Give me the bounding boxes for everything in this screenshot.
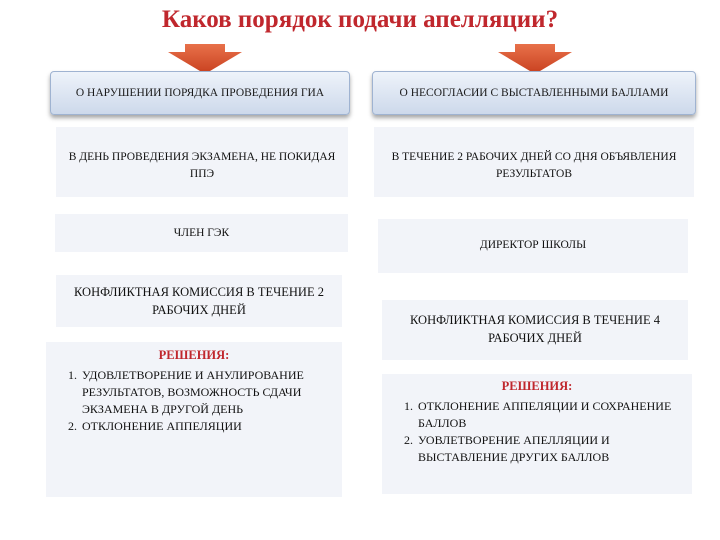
left-to-whom-box: ЧЛЕН ГЭК — [55, 214, 348, 252]
page-title: Каков порядок подачи апелляции? — [161, 6, 559, 33]
right-header: О НЕСОГЛАСИИ С ВЫСТАВЛЕННЫМИ БАЛЛАМИ — [372, 71, 696, 115]
left-header: О НАРУШЕНИИ ПОРЯДКА ПРОВЕДЕНИЯ ГИА — [50, 71, 350, 115]
right-decisions-list — [390, 398, 684, 466]
list-item: 2. УОВЛЕТВОРЕНИЕ АПЕЛЛЯЦИИ И ВЫСТАВЛЕНИЕ ДРУГИХ БАЛЛОВ — [416, 432, 684, 466]
right-decisions-title: РЕШЕНИЯ: — [501, 379, 573, 393]
down-arrow-icon — [168, 44, 242, 74]
left-decisions-title: РЕШЕНИЯ: — [158, 348, 230, 362]
list-item: 2. ОТКЛОНЕНИЕ АППЕЛЯЦИИ — [80, 418, 334, 435]
list-item: 1. ОТКЛОНЕНИЕ АППЕЛЯЦИИ И СОХРАНЕНИЕ БАЛЛОВ — [416, 398, 684, 432]
left-commission-box: КОНФЛИКТНАЯ КОМИССИЯ В ТЕЧЕНИЕ 2 РАБОЧИХ ДНЕЙ — [56, 275, 342, 327]
right-decisions-box — [382, 374, 692, 494]
right-commission-box: КОНФЛИКТНАЯ КОМИССИЯ В ТЕЧЕНИЕ 4 РАБОЧИХ ДНЕЙ — [382, 300, 688, 360]
down-arrow-icon — [498, 44, 572, 74]
list-item: 1. УДОВЛЕТВОРЕНИЕ И АНУЛИРОВАНИЕ РЕЗУЛЬТАТОВ, ВОЗМОЖНОСТЬ СДАЧИ ЭКЗАМЕНА В ДРУГОЙ ДЕНЬ — [80, 367, 334, 418]
right-when-box: В ТЕЧЕНИЕ 2 РАБОЧИХ ДНЕЙ СО ДНЯ ОБЪЯВЛЕНИЯ РЕЗУЛЬТАТОВ — [374, 127, 694, 197]
right-to-whom-box: ДИРЕКТОР ШКОЛЫ — [378, 219, 688, 273]
left-decisions-box — [46, 342, 342, 497]
left-decisions-list — [54, 367, 334, 435]
left-when-box: В ДЕНЬ ПРОВЕДЕНИЯ ЭКЗАМЕНА, НЕ ПОКИДАЯ ППЭ — [56, 127, 348, 197]
